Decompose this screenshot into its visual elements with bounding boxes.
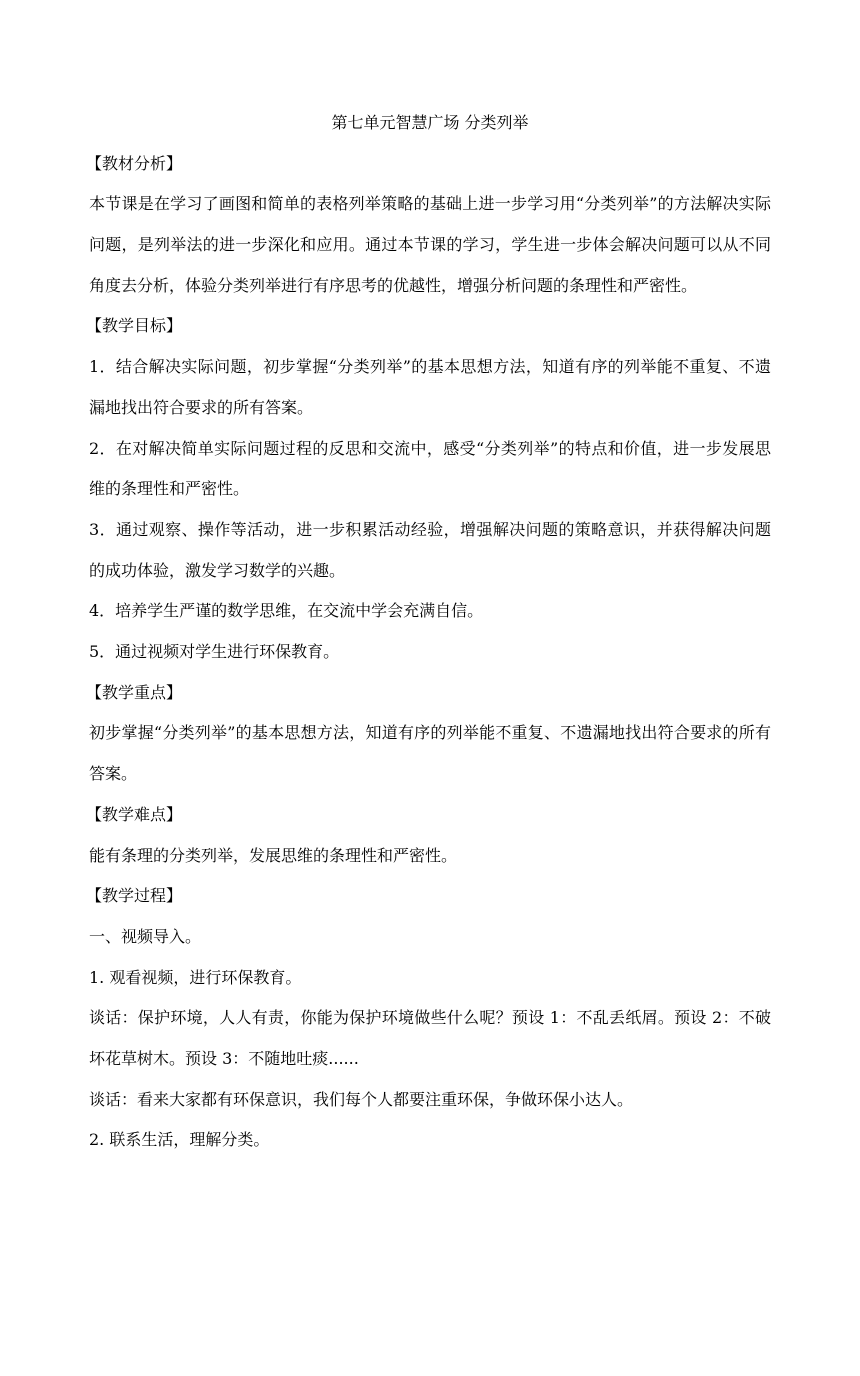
key-point-heading: 【教学重点】 [86,682,183,702]
key-point-paragraph: 初步掌握“分类列举”的基本思想方法，知道有序的列举能不重复、不遗漏地找出符合要求的所有答案。 [89,723,771,784]
difficulty-paragraph: 能有条理的分类列举，发展思维的条理性和严密性。 [89,845,458,865]
process-heading: 【教学过程】 [86,886,183,906]
goal-item-4: 4．培养学生严谨的数学思维，在交流中学会充满自信。 [89,601,484,621]
process-substep-1-1: 1. 观看视频，进行环保教育。 [89,967,302,987]
difficulty-heading: 【教学难点】 [86,804,183,824]
talk-paragraph-2: 谈话：看来大家都有环保意识，我们每个人都要注重环保，争做环保小达人。 [89,1089,634,1109]
talk-paragraph-1: 谈话：保护环境，人人有责，你能为保护环境做些什么呢？预设 1：不乱丢纸屑。预设 2：不破坏花草树木。预设 3：不随地吐痰...... [89,1008,771,1069]
goal-item-5: 5．通过视频对学生进行环保教育。 [89,642,340,662]
process-substep-1-2: 2. 联系生活，理解分类。 [89,1130,270,1150]
analysis-heading: 【教材分析】 [86,153,183,173]
document-title: 第七单元智慧广场 分类列举 [331,113,529,132]
goals-heading: 【教学目标】 [86,316,183,336]
process-step-1: 一、视频导入。 [89,926,202,946]
document-page [86,103,771,1161]
analysis-paragraph: 本节课是在学习了画图和简单的表格列举策略的基础上进一步学习用“分类列举”的方法解决实际问题，是列举法的进一步深化和应用。通过本节课的学习，学生进一步体会解决问题可以从不同角度去分析，体验分类列举进行有序思考的优越性，增强分析问题的条理性和严密性。 [89,194,771,295]
goal-item-1: 1．结合解决实际问题，初步掌握“分类列举”的基本思想方法，知道有序的列举能不重复、不遗漏地找出符合要求的所有答案。 [89,357,771,417]
goal-item-3: 3．通过观察、操作等活动，进一步积累活动经验，增强解决问题的策略意识，并获得解决问题的成功体验，激发学习数学的兴趣。 [89,519,771,580]
goal-item-2: 2．在对解决简单实际问题过程的反思和交流中，感受“分类列举”的特点和价值，进一步发展思维的条理性和严密性。 [89,438,771,499]
